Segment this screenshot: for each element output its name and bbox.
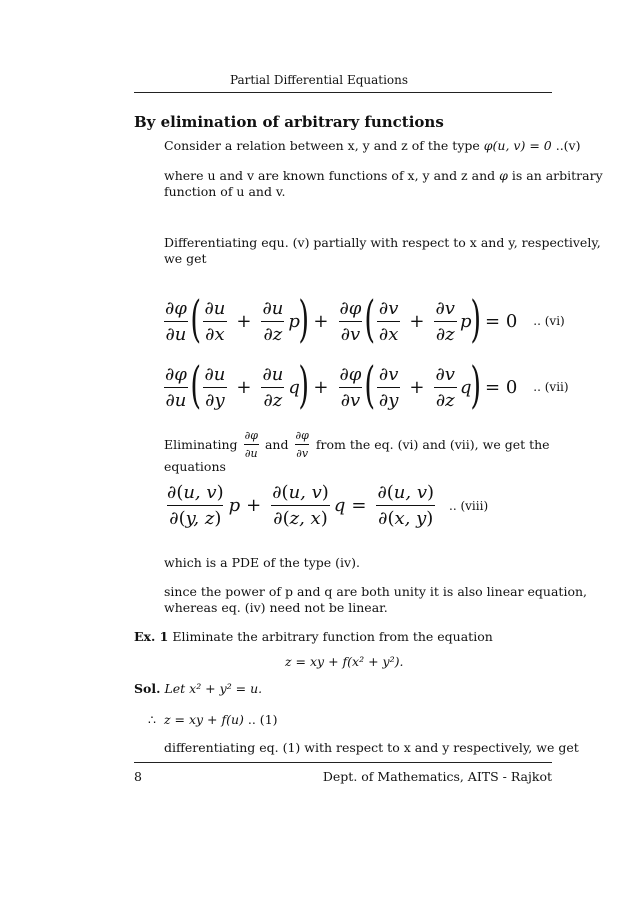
where-text: where u and v are known functions of x, y and z and bbox=[164, 168, 496, 183]
equation-vi: ∂φ ∂u ( ∂u ∂x + $\frac{\partial u}{\partial z}$ p ) + $\frac{\partial\varphi}{\partial v}$ ( ∂v ∂x + $\frac{\partial v}{\partial z}$ p ) = 0 .. (vi) bbox=[165, 290, 565, 348]
example-label: Ex. 1 bbox=[134, 629, 169, 644]
paragraph-linear-line1: since the power of p and q are both unity it is also linear equation, bbox=[164, 584, 587, 599]
equation-viii: ∂(u, v) ∂(y, z) p + $\frac{\partial(u, v)}{\partial(z, x)}$ q = $\frac{\partial(u, v)}{\partial(x, y)}$ .. (viii) bbox=[167, 482, 489, 529]
footer-dept: Dept. of Mathematics, AITS - Rajkot bbox=[322, 769, 552, 784]
paragraph-diff-line1: Differentiating equ. (v) partially with respect to x and y, respectively, bbox=[164, 235, 601, 250]
eliminating-and: and bbox=[264, 437, 289, 452]
eliminating-word: Eliminating bbox=[164, 437, 238, 452]
paragraph-linear-line2: whereas eq. (iv) need not be linear. bbox=[164, 600, 388, 615]
phi-symbol: φ bbox=[499, 168, 508, 183]
solution bbox=[134, 681, 262, 696]
equation-vii: ∂φ ∂u ( ∂u ∂y + $\frac{\partial u}{\partial z}$ q ) + $\frac{\partial\varphi}{\partial v}$ ( ∂v ∂y + $\frac{\partial v}{\partial z}$ q ) = 0 .. (vii) bbox=[165, 356, 569, 414]
equation-vi-tag: .. (vi) bbox=[533, 314, 565, 328]
equation-1-math: z = xy + f(u) bbox=[163, 712, 244, 727]
paragraph-pde: which is a PDE of the type (iv). bbox=[164, 555, 360, 570]
paragraph-where-line1 bbox=[164, 168, 603, 183]
page-number: 8 bbox=[134, 769, 142, 784]
paragraph-relation bbox=[164, 138, 580, 153]
therefore-symbol: ∴ bbox=[148, 712, 156, 727]
relation-tag: ..(v) bbox=[555, 138, 581, 153]
footer-rule bbox=[134, 762, 552, 763]
solution-text: Let x² + y² = u. bbox=[164, 681, 263, 696]
equation-1-tag: .. (1) bbox=[247, 712, 278, 727]
eliminating-line2: equations bbox=[164, 459, 226, 474]
relation-text: Consider a relation between x, y and z of the type bbox=[164, 138, 480, 153]
equation-1 bbox=[148, 712, 278, 727]
paragraph-differentiating: differentiating eq. (1) with respect to x and y respectively, we get bbox=[164, 740, 579, 755]
where-text-end: is an arbitrary bbox=[511, 168, 603, 183]
section-title: By elimination of arbitrary functions bbox=[134, 113, 444, 131]
paragraph-diff-line2: we get bbox=[164, 251, 207, 266]
paragraph-where-line2: function of u and v. bbox=[164, 184, 286, 199]
equation-vii-tag: .. (vii) bbox=[533, 380, 569, 394]
header-rule bbox=[134, 92, 552, 93]
solution-label: Sol. bbox=[134, 681, 161, 696]
example-equation: z = xy + f(x² + y²). bbox=[285, 654, 404, 669]
equation-viii-tag: .. (viii) bbox=[449, 498, 489, 513]
example-1 bbox=[134, 629, 493, 644]
running-header: Partial Differential Equations bbox=[229, 73, 409, 87]
relation-math: φ(u, v) = 0 bbox=[483, 138, 552, 153]
eliminating-rest: from the eq. (vi) and (vii), we get the bbox=[315, 437, 550, 452]
eliminating-line: Eliminating ∂φ ∂u and ∂φ ∂v from the eq. (vi) and (vii), we get the bbox=[164, 429, 550, 460]
example-text: Eliminate the arbitrary function from the equation bbox=[172, 629, 493, 644]
